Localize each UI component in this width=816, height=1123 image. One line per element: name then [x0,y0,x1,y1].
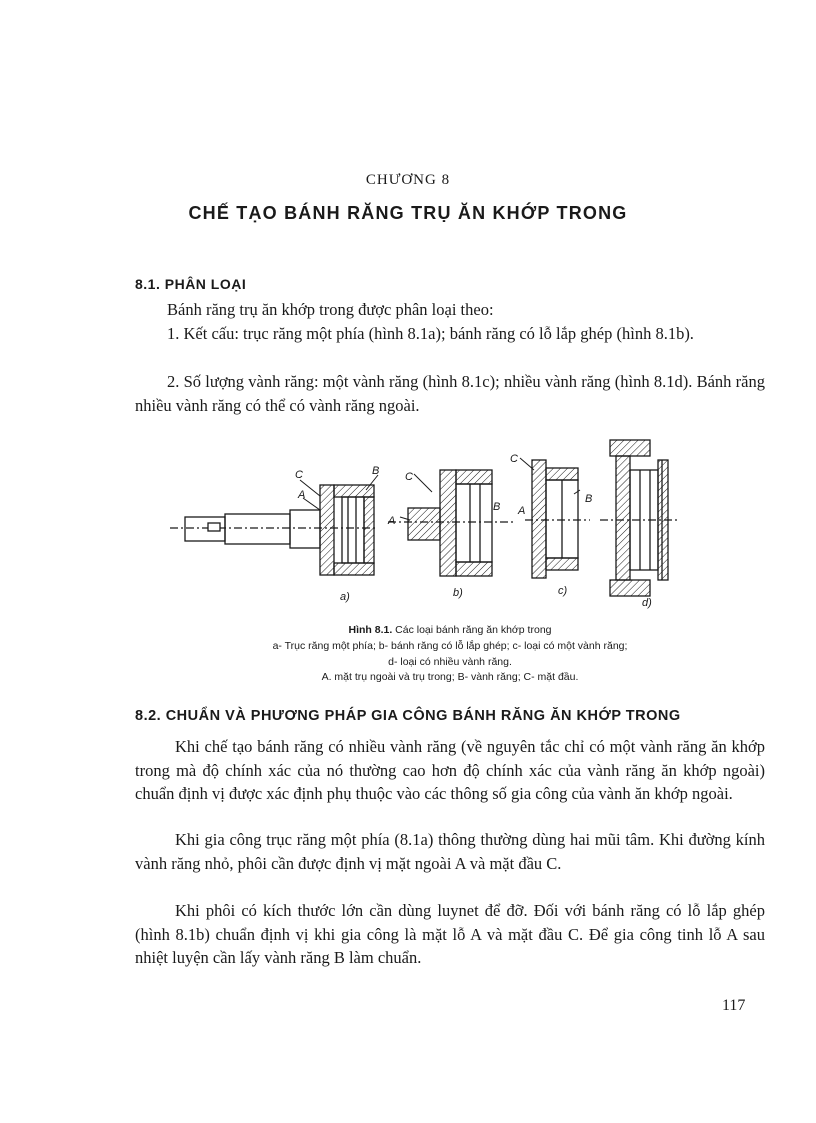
label-C-c: C [510,453,518,465]
section1-intro: Bánh răng trụ ăn khớp trong được phân loại theo: [167,300,494,319]
section-heading-8-2: 8.2. CHUẨN VÀ PHƯƠNG PHÁP GIA CÔNG BÁNH RĂNG ĂN KHỚP TRONG [135,708,681,724]
section2-paragraph-1: Khi chế tạo bánh răng có nhiều vành răng (về nguyên tắc chỉ có một vành răng ăn khớp trong mà độ chính xác của nó thường cao hơn độ chính xác của vành răng ăn khớp ngoài) chuẩn định vị được xác định phụ thuộc vào các thông số gia công của vành ăn khớp ngoài. [135,737,765,803]
figure-part-b [388,470,515,576]
caption-figure-number: Hình 8.1. [348,624,393,636]
figure-caption-title [135,624,765,636]
figure-caption-line2: a- Trục răng một phía; b- bánh răng có lỗ lắp ghép; c- loại có một vành răng; [272,640,628,652]
caption-figure-text: Các loại bánh răng ăn khớp trong [395,624,552,636]
label-A-b: A [388,515,396,527]
chapter-title: CHẾ TẠO BÁNH RĂNG TRỤ ĂN KHỚP TRONG [188,203,628,223]
figure-8-1-drawing [160,430,720,615]
label-c: c) [558,585,568,597]
label-B-b: B [493,501,501,513]
section-heading-8-1: 8.1. PHÂN LOẠI [135,276,247,292]
label-C-a: C [295,469,303,481]
label-A-c: A [518,505,526,517]
page-number: 117 [722,997,746,1014]
chapter-label: CHƯƠNG 8 [365,172,451,188]
label-b: b) [453,587,463,599]
figure-part-a [170,475,378,575]
label-A-a: A [298,489,306,501]
section2-paragraph-2: Khi gia công trục răng một phía (8.1a) thông thường dùng hai mũi tâm. Khi đường kính vành răng nhỏ, phôi cần được định vị mặt ngoài A và mặt đầu C. [135,830,765,873]
figure-caption-line3: d- loại có nhiều vành răng. [388,656,512,668]
label-a: a) [340,591,350,603]
figure-part-c [520,458,593,578]
section2-paragraph-3: Khi phôi có kích thước lớn cần dùng luynet để đỡ. Đối với bánh răng có lỗ lắp ghép (hình 8.1b) chuẩn định vị khi gia công là mặt lỗ A và mặt đầu C. Để gia công tinh lỗ A sau nhiệt luyện cần lấy vành răng B làm chuẩn. [135,901,765,967]
section1-item2: 2. Số lượng vành răng: một vành răng (hình 8.1c); nhiều vành răng (hình 8.1d). Bánh răng nhiều vành răng có thể có vành răng ngoài. [135,372,765,415]
figure-part-d [600,440,680,596]
label-C-b: C [405,471,413,483]
label-d: d) [642,597,652,609]
figure-caption-line4: A. mặt trụ ngoài và trụ trong; B- vành răng; C- mặt đầu. [321,671,579,683]
label-B-c: B [585,493,593,505]
section1-item1: 1. Kết cấu: trục răng một phía (hình 8.1a); bánh răng có lỗ lắp ghép (hình 8.1b). [167,324,694,343]
label-B-a: B [372,465,380,477]
